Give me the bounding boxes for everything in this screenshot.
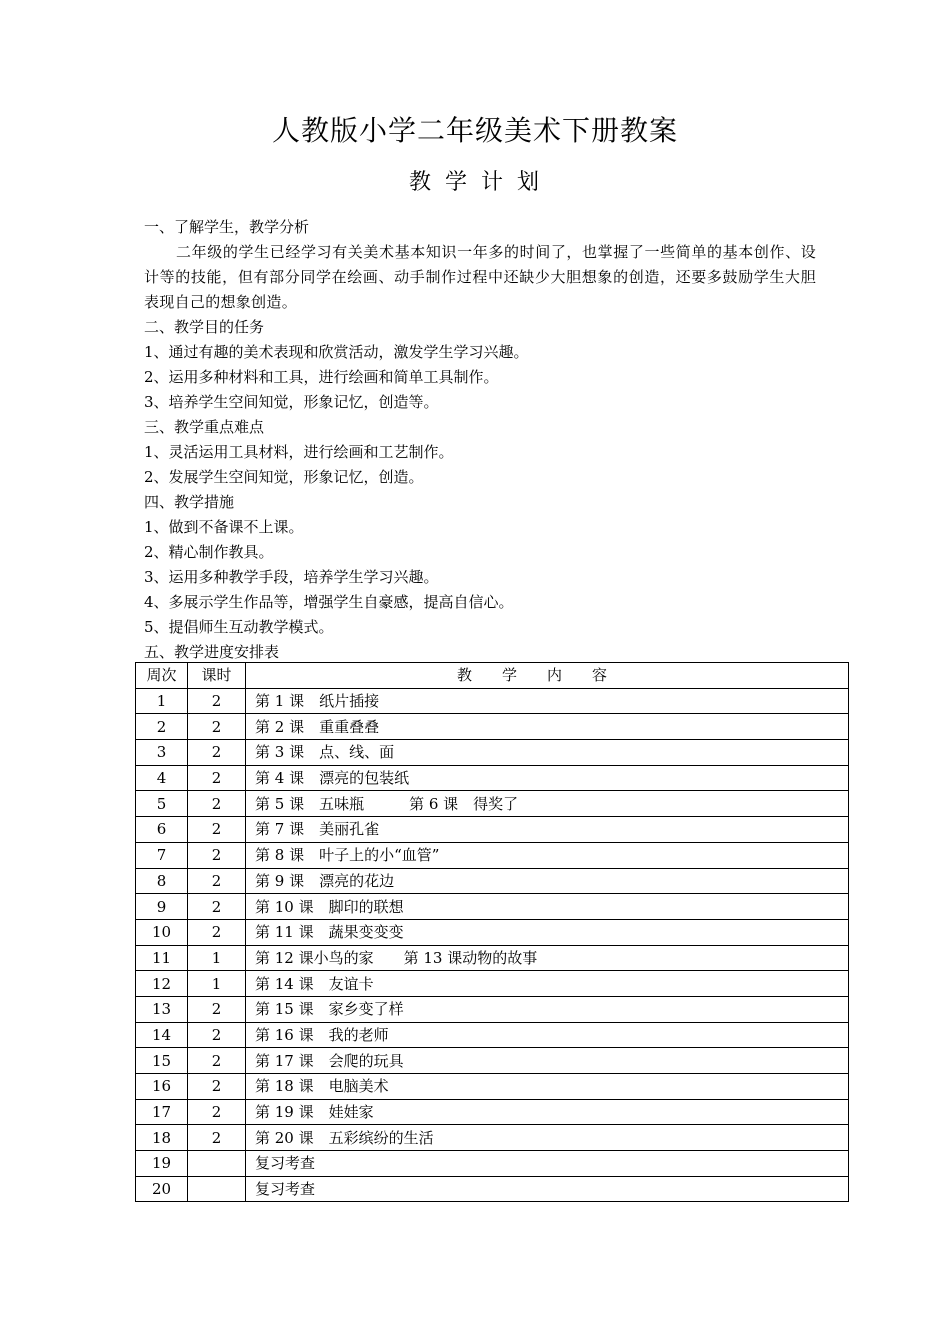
cell-week: 7 [136,842,188,868]
analysis-paragraph: 二年级的学生已经学习有关美术基本知识一年多的时间了，也掌握了一些简单的基本创作、设计等的技能，但有部分同学在绘画、动手制作过程中还缺少大胆想象的创造，还要多鼓励学生大胆表现自己的想象创造。 [144,243,816,311]
cell-content: 第 18 课 电脑美术 [246,1074,849,1100]
header-content: 教学内容 [246,663,849,689]
cell-content: 复习考查 [246,1176,849,1202]
cell-hours: 2 [188,1022,246,1048]
table-row [136,688,849,714]
cell-content: 第 17 课 会爬的玩具 [246,1048,849,1074]
cell-content: 第 11 课 蔬果变变变 [246,919,849,945]
cell-week: 8 [136,868,188,894]
cell-hours: 2 [188,714,246,740]
cell-week: 17 [136,1099,188,1125]
table-row [136,1048,849,1074]
cell-week: 20 [136,1176,188,1202]
cell-week: 18 [136,1125,188,1151]
cell-content: 第 8 课 叶子上的小“血管” [246,842,849,868]
cell-content: 第 2 课 重重叠叠 [246,714,849,740]
cell-hours: 2 [188,817,246,843]
table-row [136,842,849,868]
cell-content: 第 7 课 美丽孔雀 [246,817,849,843]
cell-hours: 1 [188,971,246,997]
cell-hours [188,1151,246,1177]
section-heading: 二、教学目的任务 [144,318,265,336]
cell-content: 第 5 课 五味瓶 第 6 课 得奖了 [246,791,849,817]
table-row [136,765,849,791]
cell-week: 19 [136,1151,188,1177]
list-item: 1、做到不备课不上课。 [144,518,304,536]
table-row [136,714,849,740]
cell-hours: 2 [188,1048,246,1074]
section-heading: 三、教学重点难点 [144,418,265,436]
cell-content: 第 4 课 漂亮的包装纸 [246,765,849,791]
cell-content: 第 14 课 友谊卡 [246,971,849,997]
table-row [136,971,849,997]
section-heading: 五、教学进度安排表 [144,643,280,661]
header-hours: 课时 [188,663,246,689]
cell-hours: 2 [188,765,246,791]
cell-content: 第 16 课 我的老师 [246,1022,849,1048]
list-item: 2、运用多种材料和工具，进行绘画和简单工具制作。 [144,368,499,386]
section-heading: 一、了解学生，教学分析 [144,218,310,236]
cell-week: 2 [136,714,188,740]
cell-hours: 2 [188,688,246,714]
schedule-body [136,688,849,1202]
header-week: 周次 [136,663,188,689]
table-header-row [136,663,849,689]
schedule-table [135,662,849,1202]
document-body [144,215,816,665]
cell-week: 14 [136,1022,188,1048]
cell-week: 11 [136,945,188,971]
cell-week: 1 [136,688,188,714]
cell-content: 第 19 课 娃娃家 [246,1099,849,1125]
table-row [136,919,849,945]
cell-content: 第 10 课 脚印的联想 [246,894,849,920]
cell-week: 13 [136,996,188,1022]
table-row [136,1074,849,1100]
table-row [136,996,849,1022]
cell-hours: 2 [188,1099,246,1125]
list-item: 3、培养学生空间知觉，形象记忆，创造等。 [144,393,439,411]
cell-hours: 2 [188,868,246,894]
cell-week: 6 [136,817,188,843]
table-row [136,791,849,817]
cell-hours: 1 [188,945,246,971]
cell-week: 5 [136,791,188,817]
table-row [136,1125,849,1151]
cell-hours: 2 [188,1074,246,1100]
cell-content: 复习考查 [246,1151,849,1177]
cell-week: 4 [136,765,188,791]
list-item: 4、多展示学生作品等，增强学生自豪感，提高自信心。 [144,593,514,611]
cell-hours: 2 [188,894,246,920]
cell-content: 第 12 课小鸟的家 第 13 课动物的故事 [246,945,849,971]
list-item: 5、提倡师生互动教学模式。 [144,618,334,636]
cell-week: 9 [136,894,188,920]
cell-content: 第 15 课 家乡变了样 [246,996,849,1022]
list-item: 2、发展学生空间知觉，形象记忆，创造。 [144,468,424,486]
table-row [136,1176,849,1202]
table-row [136,945,849,971]
cell-hours: 2 [188,996,246,1022]
document-title: 人教版小学二年级美术下册教案 [271,114,678,147]
cell-week: 10 [136,919,188,945]
cell-content: 第 9 课 漂亮的花边 [246,868,849,894]
cell-hours: 2 [188,740,246,766]
cell-week: 16 [136,1074,188,1100]
cell-week: 15 [136,1048,188,1074]
cell-hours: 2 [188,842,246,868]
cell-hours: 2 [188,791,246,817]
table-row [136,868,849,894]
table-row [136,1022,849,1048]
cell-hours: 2 [188,919,246,945]
cell-content: 第 3 课 点、线、面 [246,740,849,766]
table-row [136,894,849,920]
list-item: 3、运用多种教学手段，培养学生学习兴趣。 [144,568,439,586]
cell-hours: 2 [188,1125,246,1151]
cell-week: 3 [136,740,188,766]
table-row [136,740,849,766]
document-subtitle: 教学计划 [408,170,553,195]
table-row [136,1151,849,1177]
cell-content: 第 1 课 纸片插接 [246,688,849,714]
section-heading: 四、教学措施 [144,493,235,511]
cell-week: 12 [136,971,188,997]
table-row [136,1099,849,1125]
table-row [136,817,849,843]
list-item: 1、灵活运用工具材料，进行绘画和工艺制作。 [144,443,454,461]
list-item: 1、通过有趣的美术表现和欣赏活动，激发学生学习兴趣。 [144,343,529,361]
cell-hours [188,1176,246,1202]
cell-content: 第 20 课 五彩缤纷的生活 [246,1125,849,1151]
list-item: 2、精心制作教具。 [144,543,274,561]
